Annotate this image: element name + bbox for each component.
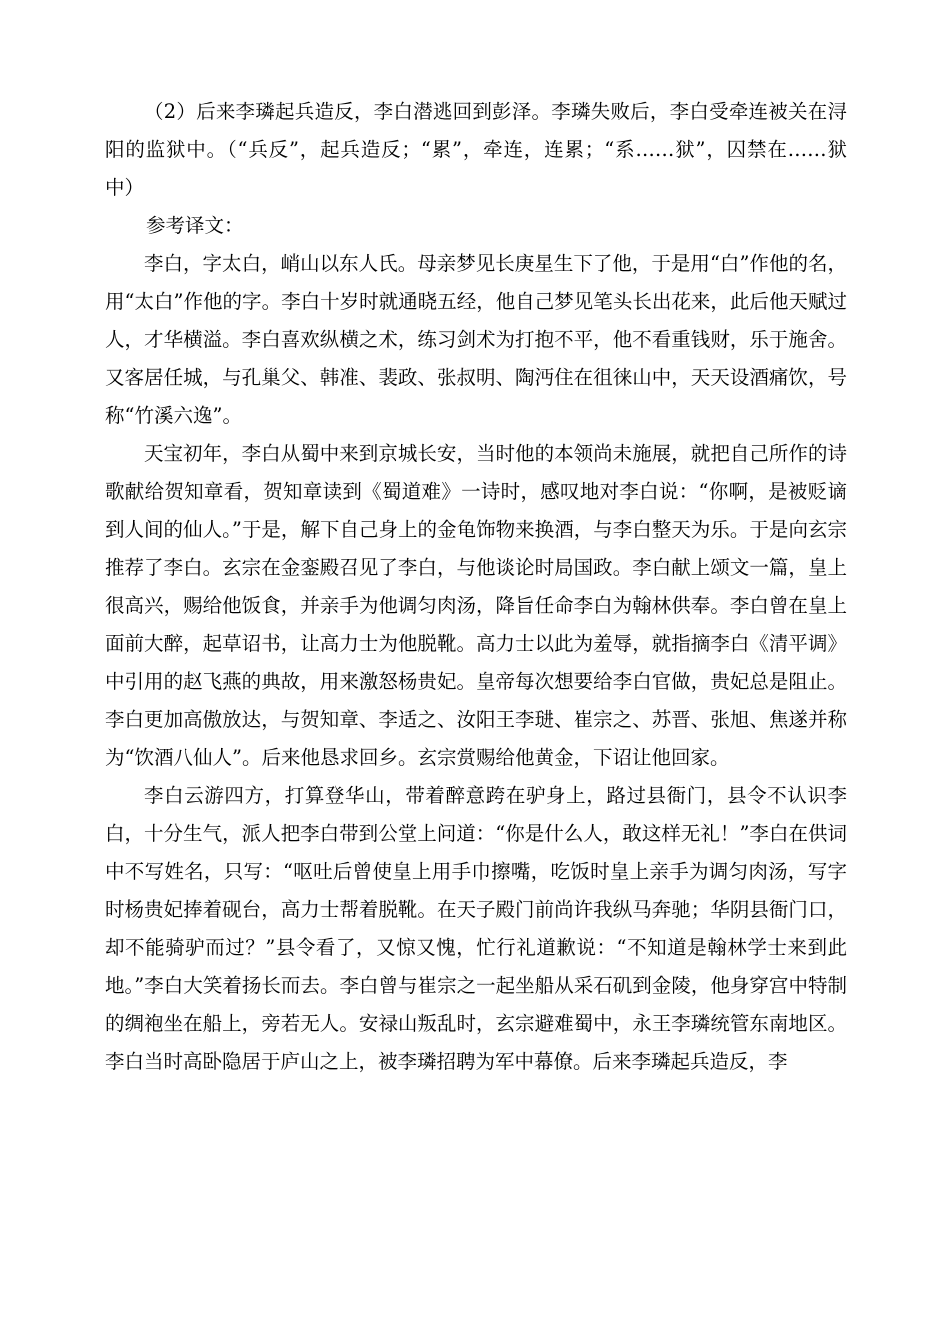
translation-heading: 参考译文： [145, 214, 244, 237]
document-page [105, 93, 847, 1081]
translation-paragraph-3: 李白云游四方，打算登华山，带着醉意跨在驴身上，路过县衙门，县令不认识李白，十分生气，派人把李白带到公堂上问道：“你是什么人，敢这样无礼！”李白在供词中不写姓名，只写：“呕吐后曾使皇上用手巾擦嘴，吃饭时皇上亲手为调匀肉汤，写字时杨贵妃捧着砚台，高力士帮着脱靴。在天子殿门前尚许我纵马奔驰；华阴县衙门口，却不能骑驴而过？”县令看了，又惊又愧，忙行礼道歉说：“不知道是翰林学士来到此地。”李白大笑着扬长而去。李白曾与崔宗之一起坐船从采石矶到金陵，他身穿宫中特制的绸袍坐在船上，旁若无人。安禄山叛乱时，玄宗避难蜀中，永王李璘统管东南地区。李白当时高卧隐居于庐山之上，被李璘招聘为军中幕僚。后来李璘起兵造反，李 [105, 784, 847, 1073]
answer-2-paragraph: （2）后来李璘起兵造反，李白潜逃回到彭泽。李璘失败后，李白受牵连被关在浔阳的监狱中。（“兵反”，起兵造反；“累”，牵连，连累；“系……狱”，囚禁在……狱中） [105, 100, 847, 199]
translation-paragraph-1: 李白，字太白，峭山以东人氏。母亲梦见长庚星生下了他，于是用“白”作他的名，用“太白”作他的字。李白十岁时就通晓五经，他自己梦见笔头长出花来，此后他天赋过人，才华横溢。李白喜欢纵横之术，练习剑术为打抱不平，他不看重钱财，乐于施舍。又客居任城，与孔巢父、韩准、裴政、张叔明、陶沔住在徂徕山中，天天设酒痛饮，号称“竹溪六逸”。 [105, 252, 847, 427]
translation-paragraph-2: 天宝初年，李白从蜀中来到京城长安，当时他的本领尚未施展，就把自己所作的诗歌献给贺知章看，贺知章读到《蜀道难》一诗时，感叹地对李白说：“你啊，是被贬谪到人间的仙人。”于是，解下自己身上的金龟饰物来换酒，与李白整天为乐。于是向玄宗推荐了李白。玄宗在金銮殿召见了李白，与他谈论时局国政。李白献上颂文一篇，皇上很高兴，赐给他饭食，并亲手为他调匀肉汤，降旨任命李白为翰林供奉。李白曾在皇上面前大醉，起草诏书，让高力士为他脱靴。高力士以此为羞辱，就指摘李白《清平调》中引用的赵飞燕的典故，用来激怒杨贵妃。皇帝每次想要给李白官做，贵妃总是阻止。李白更加高傲放达，与贺知章、李适之、汝阳王李琎、崔宗之、苏晋、张旭、焦遂并称为“饮酒八仙人”。后来他恳求回乡。玄宗赏赐给他黄金，下诏让他回家。 [105, 442, 847, 769]
